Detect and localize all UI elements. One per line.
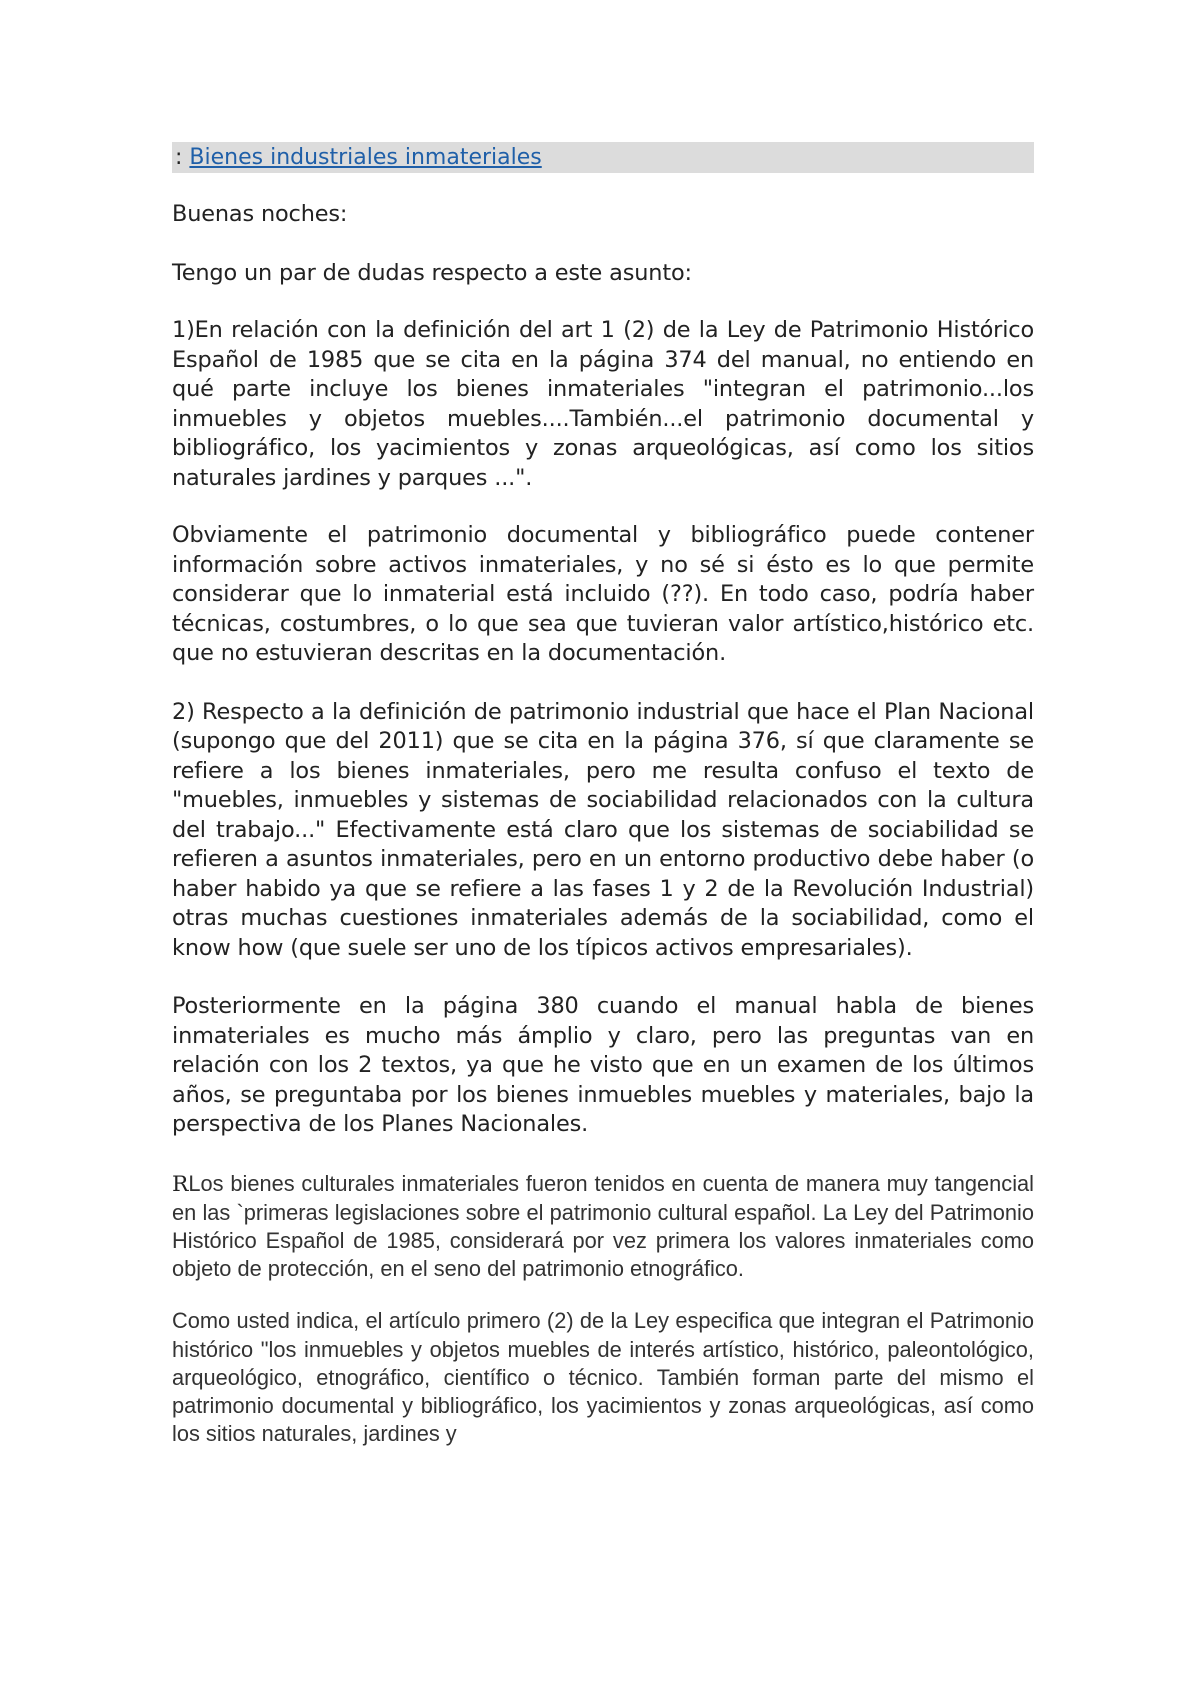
answer-paragraph-1-text: Los bienes culturales inmateriales fueron tenidos en cuenta de manera muy tangencial en las `primeras legislaciones sobre el patrimonio cultural español. La Ley del Patrimonio Histórico Español de 1985, considerará por vez primera los valores inmateriales como objeto de protección, en el seno del patrimonio etnográfico.: [172, 1170, 1034, 1282]
question-paragraph-1: 1)En relación con la definición del art 1 (2) de la Ley de Patrimonio Histórico Español de 1985 que se cita en la página 374 del manual, no entiendo en qué parte incluye los bienes inmateriales "integran el patrimonio...los inmuebles y objetos muebles....También...el patrimonio documental y bibliográfico, los yacimientos y zonas arqueológicas, así como los sitios naturales jardines y parques ...".: [172, 317, 1034, 491]
question-paragraph-3: 2) Respecto a la definición de patrimonio industrial que hace el Plan Nacional (supongo que del 2011) que se cita en la página 376, sí que claramente se refiere a los bienes inmateriales, pero me resulta confuso el texto de "muebles, inmuebles y sistemas de sociabilidad relacionados con la cultura del trabajo..." Efectivamente está claro que los sistemas de sociabilidad se refieren a asuntos inmateriales, pero en un entorno productivo debe haber (o haber habido ya que se refiere a las fases 1 y 2 de la Revolución Industrial) otras muchas cuestiones inmateriales además de la sociabilidad, como el know how (que suele ser uno de los típicos activos empresariales).: [172, 698, 1034, 961]
subject-header: [172, 142, 1034, 173]
question-paragraph-2: Obviamente el patrimonio documental y bibliográfico puede contener información sobre activos inmateriales, y no sé si ésto es lo que permite considerar que lo inmaterial está incluido (??). En todo caso, podría haber técnicas, costumbres, o lo que sea que tuvieran valor artístico,histórico etc. que no estuvieran descritas en la documentación.: [172, 522, 1034, 666]
greeting: Buenas noches:: [172, 201, 348, 227]
subject-prefix: :: [175, 145, 190, 170]
subject-link[interactable]: Bienes industriales inmateriales: [189, 145, 542, 170]
answer-paragraph-2: Como usted indica, el artículo primero (2) de la Ley especifica que integran el Patrimonio histórico "los inmuebles y objetos muebles de interés artístico, histórico, paleontológico, arqueológico, etnográfico, científico o técnico. También forman parte del mismo el patrimonio documental y bibliográfico, los yacimientos y zonas arqueológicas, así como los sitios naturales, jardines y: [172, 1308, 1034, 1447]
answer-marker: R: [172, 1171, 189, 1197]
answer-paragraph-1: [172, 1170, 1034, 1284]
question-intro: Tengo un par de dudas respecto a este asunto:: [172, 259, 692, 286]
question-paragraph-4: Posteriormente en la página 380 cuando el manual habla de bienes inmateriales es mucho más ámplio y claro, pero las preguntas van en relación con los 2 textos, ya que he visto que en un examen de los últimos años, se preguntaba por los bienes inmuebles muebles y materiales, bajo la perspectiva de los Planes Nacionales.: [172, 993, 1034, 1137]
document-page: [172, 142, 1034, 1448]
